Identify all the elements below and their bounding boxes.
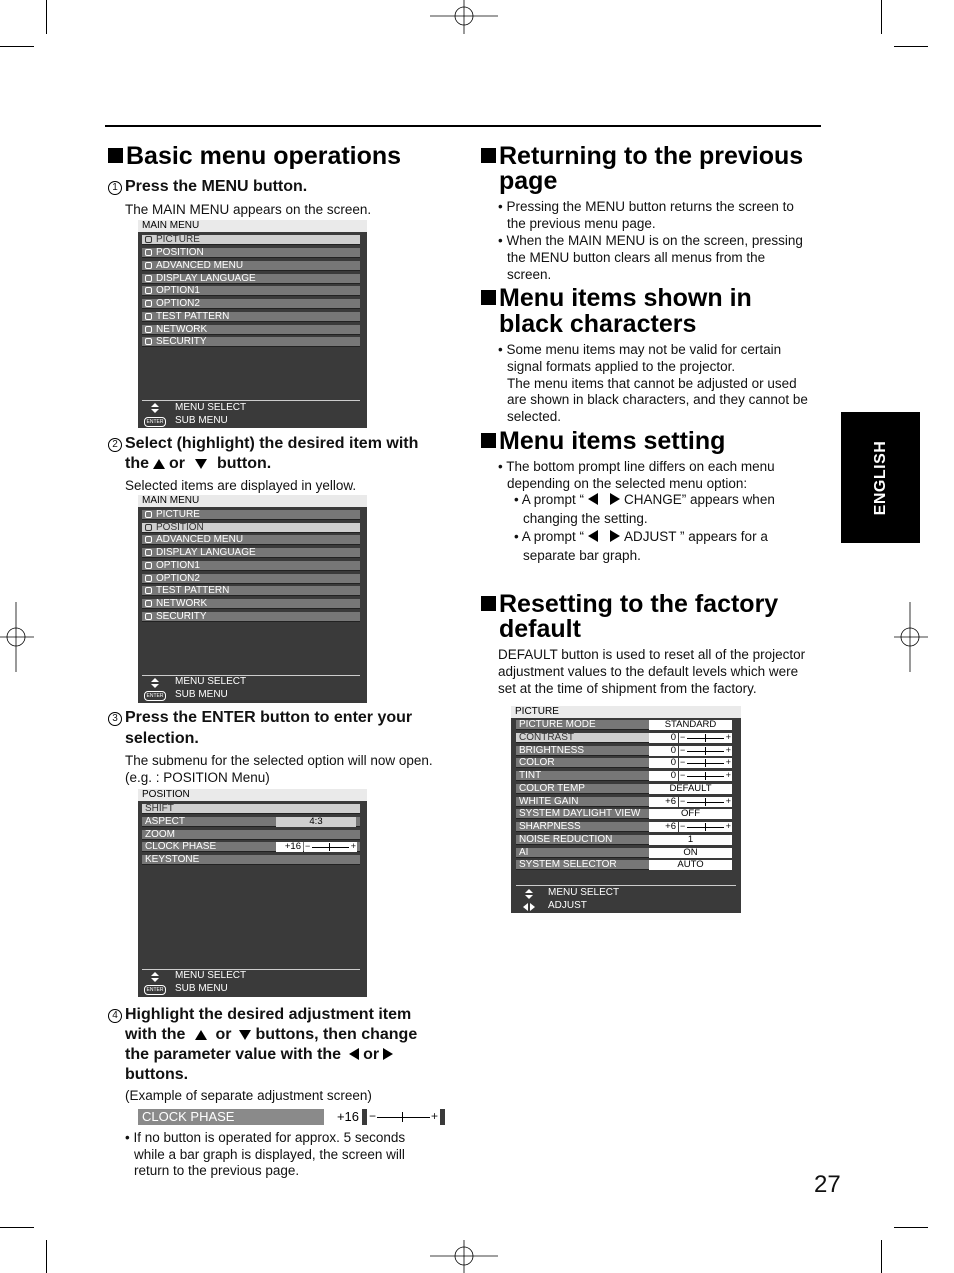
- bar-marker: [705, 823, 706, 831]
- clock-phase-value: +16: [276, 842, 303, 852]
- picture-row-white-gain: WHITE GAIN: [516, 797, 649, 807]
- heading-reset-line2: default: [499, 615, 581, 643]
- square-bullet-icon: [481, 596, 496, 611]
- picture-row-value: STANDARD: [649, 720, 732, 730]
- step2-title: 2 Select (highlight) the desired item with: [108, 434, 418, 454]
- step-number-icon: 2: [108, 438, 122, 452]
- bar-marker: [705, 772, 706, 780]
- enter-icon: ENTER: [144, 417, 166, 427]
- picture-row-value: DEFAULT: [649, 784, 732, 794]
- picture-row-system-daylight-view: SYSTEM DAYLIGHT VIEW: [516, 809, 649, 819]
- black-text-1: • Some menu items may not be valid for certain: [498, 342, 782, 357]
- side-tab-label: ENGLISH: [872, 440, 889, 516]
- language-side-tab: [841, 412, 920, 543]
- plus-icon: +: [725, 821, 731, 831]
- right-arrow-icon: [610, 530, 620, 542]
- advanced-menu-icon: [145, 536, 152, 543]
- step3-desc-example: (e.g. : POSITION Menu): [125, 770, 270, 785]
- setting-text-1: • The bottom prompt line differs on each menu: [498, 459, 775, 474]
- language-icon: [145, 275, 152, 282]
- registration-mark-top: [430, 0, 498, 34]
- footer-menu-select: MENU SELECT: [548, 887, 620, 898]
- heading-black-characters: Menu items shown in: [481, 285, 752, 311]
- footer-sub-menu: SUB MENU: [175, 983, 228, 994]
- picture-row-picture-mode: PICTURE MODE: [516, 720, 649, 730]
- picture-menu-screen: [511, 706, 741, 913]
- crop-mark: [0, 46, 34, 47]
- bar-marker: [705, 747, 706, 755]
- up-down-arrow-icon: [151, 972, 159, 982]
- heading-menu-setting: Menu items setting: [481, 428, 725, 454]
- menu-item-picture: PICTURE: [142, 235, 360, 245]
- main-menu-screen-1: [138, 220, 367, 428]
- up-arrow-icon: [153, 459, 165, 469]
- top-rule: [105, 125, 821, 127]
- option-icon: [145, 575, 152, 582]
- up-down-arrow-icon: [151, 403, 159, 413]
- bar-marker: [329, 843, 330, 851]
- note-line-2: while a bar graph is displayed, the screen will: [134, 1147, 405, 1162]
- clock-phase-adjust-bar: [138, 1109, 445, 1125]
- minus-icon: −: [680, 744, 686, 755]
- bar-marker: [705, 759, 706, 767]
- clock-phase-value: +16: [324, 1109, 362, 1125]
- picture-row-value: 0: [649, 771, 678, 781]
- picture-row-bar: [679, 733, 732, 743]
- reset-text-2: adjustment values to the default levels which were: [498, 664, 799, 679]
- black-text-3: The menu items that cannot be adjusted or used: [507, 376, 797, 391]
- registration-mark-right: [894, 602, 928, 672]
- reset-text-1: DEFAULT button is used to reset all of the projector: [498, 647, 806, 662]
- picture-row-bar: [679, 758, 732, 768]
- registration-mark-left: [0, 602, 34, 672]
- menu-item-clock-phase: CLOCK PHASE: [142, 842, 360, 852]
- crop-mark: [46, 1240, 47, 1273]
- slider-marker: [402, 1112, 403, 1122]
- prompt-change-2: changing the setting.: [523, 511, 648, 526]
- menu-item-position: POSITION: [142, 248, 360, 258]
- down-arrow-icon: [195, 459, 207, 469]
- picture-row-value: 0: [649, 758, 678, 768]
- step3-title-line2: selection.: [125, 730, 199, 747]
- picture-row-system-selector: SYSTEM SELECTOR: [516, 860, 649, 870]
- slider-track: [377, 1117, 430, 1118]
- step-text: Press the MENU button.: [125, 178, 308, 195]
- crop-mark: [0, 1227, 34, 1228]
- note-line-1: • If no button is operated for approx. 5 seconds: [125, 1130, 406, 1145]
- reset-text-3: set at the time of shipment from the factory.: [498, 681, 757, 696]
- picture-row-color: COLOR: [516, 758, 649, 768]
- advanced-menu-icon: [145, 262, 152, 269]
- picture-icon: [145, 236, 152, 243]
- clock-phase-label: CLOCK PHASE: [138, 1109, 324, 1125]
- step4-desc: (Example of separate adjustment screen): [125, 1088, 372, 1103]
- step3-title: 3 Press the ENTER button to enter your: [108, 708, 412, 728]
- heading-returning-line2: page: [499, 167, 558, 195]
- step-number-icon: 4: [108, 1009, 122, 1023]
- step1-desc: The MAIN MENU appears on the screen.: [125, 202, 372, 217]
- heading-returning: Returning to the previous: [481, 143, 803, 169]
- picture-row-color-temp: COLOR TEMP: [516, 784, 649, 794]
- return-bullet-2: • When the MAIN MENU is on the screen, pressing: [498, 233, 803, 248]
- footer-sub-menu: SUB MENU: [175, 415, 228, 426]
- network-icon: [145, 326, 152, 333]
- setting-text-2: depending on the selected menu option:: [507, 476, 748, 491]
- menu-item-advanced: ADVANCED MENU: [142, 261, 360, 271]
- position-icon: [145, 249, 152, 256]
- menu-title: MAIN MENU: [138, 220, 367, 232]
- step1-title: [108, 177, 307, 197]
- down-arrow-icon: [239, 1030, 251, 1040]
- picture-row-sharpness: SHARPNESS: [516, 822, 649, 832]
- enter-icon: ENTER: [144, 691, 166, 701]
- menu-item-picture: PICTURE: [142, 510, 360, 520]
- menu-item-option2: OPTION2: [142, 299, 360, 309]
- left-right-arrow-icon: [523, 903, 535, 911]
- menu-item-position: POSITION: [142, 523, 360, 533]
- black-text-4: are shown in black characters, and they cannot be: [507, 392, 808, 407]
- minus-icon: −: [305, 841, 311, 851]
- page-number: 27: [814, 1171, 841, 1198]
- step4-line4: buttons.: [125, 1066, 189, 1083]
- position-icon: [145, 524, 152, 531]
- picture-row-contrast: CONTRAST: [516, 733, 649, 743]
- bar-marker: [705, 734, 706, 742]
- heading-reset: Resetting to the factory: [481, 591, 778, 617]
- menu-item-keystone: KEYSTONE: [142, 855, 360, 865]
- menu-item-option2: OPTION2: [142, 574, 360, 584]
- footer-menu-select: MENU SELECT: [175, 970, 247, 981]
- minus-icon: −: [680, 731, 686, 742]
- option-icon: [145, 287, 152, 294]
- footer-menu-select: MENU SELECT: [175, 402, 247, 413]
- up-down-arrow-icon: [151, 678, 159, 688]
- step2-desc: Selected items are displayed in yellow.: [125, 478, 357, 493]
- menu-item-security: SECURITY: [142, 337, 360, 347]
- option-icon: [145, 562, 152, 569]
- language-icon: [145, 549, 152, 556]
- footer-adjust: ADJUST: [548, 900, 587, 911]
- aspect-value: 4:3: [276, 817, 356, 827]
- network-icon: [145, 600, 152, 607]
- picture-row-value: 0: [649, 746, 678, 756]
- picture-row-ai: AI: [516, 848, 649, 858]
- plus-icon: +: [725, 757, 731, 768]
- menu-item-test-pattern: TEST PATTERN: [142, 586, 360, 596]
- step-number-icon: 1: [108, 181, 122, 195]
- menu-title: POSITION: [138, 789, 367, 801]
- square-bullet-icon: [481, 290, 496, 305]
- minus-icon: −: [369, 1109, 377, 1123]
- prompt-adjust-2: separate bar graph.: [523, 548, 641, 563]
- square-bullet-icon: [481, 148, 496, 163]
- plus-icon: +: [725, 744, 731, 755]
- position-menu-screen: [138, 789, 367, 997]
- key-icon: [145, 338, 152, 345]
- minus-icon: −: [680, 821, 686, 831]
- step4-line3: the parameter value with the or: [125, 1045, 397, 1065]
- menu-item-security: SECURITY: [142, 612, 360, 622]
- plus-icon: +: [350, 841, 356, 851]
- up-down-arrow-icon: [525, 889, 533, 899]
- picture-icon: [145, 511, 152, 518]
- crop-mark: [881, 0, 882, 34]
- minus-icon: −: [680, 795, 686, 806]
- menu-item-network: NETWORK: [142, 325, 360, 335]
- menu-footer-rule: [516, 885, 736, 886]
- minus-icon: −: [680, 770, 686, 780]
- picture-row-bar: [679, 746, 732, 756]
- left-arrow-icon: [588, 530, 598, 542]
- left-arrow-icon: [349, 1048, 359, 1060]
- plus-icon: +: [725, 770, 731, 780]
- up-arrow-icon: [195, 1030, 207, 1040]
- menu-item-aspect: ASPECT: [142, 817, 360, 827]
- menu-item-network: NETWORK: [142, 599, 360, 609]
- minus-icon: −: [680, 757, 686, 768]
- menu-item-language: DISPLAY LANGUAGE: [142, 548, 360, 558]
- picture-row-value: OFF: [649, 809, 732, 819]
- menu-footer-rule: [142, 400, 360, 401]
- picture-row-bar: [679, 771, 732, 781]
- picture-row-value: +6: [649, 797, 678, 807]
- left-arrow-icon: [588, 493, 598, 505]
- crop-mark: [46, 0, 47, 34]
- picture-row-value: 1: [649, 835, 732, 845]
- test-pattern-icon: [145, 587, 152, 594]
- test-pattern-icon: [145, 313, 152, 320]
- menu-item-test-pattern: TEST PATTERN: [142, 312, 360, 322]
- plus-icon: +: [430, 1109, 438, 1123]
- heading-text: Basic menu operations: [126, 142, 402, 170]
- menu-item-zoom: ZOOM: [142, 830, 360, 840]
- heading-black-line2: black characters: [499, 310, 697, 338]
- menu-item-option1: OPTION1: [142, 286, 360, 296]
- bar-marker: [705, 798, 706, 806]
- option-icon: [145, 300, 152, 307]
- main-menu-screen-2: [138, 495, 367, 703]
- registration-mark-bottom: [430, 1240, 498, 1273]
- picture-row-value: +6: [649, 822, 678, 832]
- clock-phase-bar: [304, 842, 357, 852]
- footer-menu-select: MENU SELECT: [175, 676, 247, 687]
- footer-sub-menu: SUB MENU: [175, 689, 228, 700]
- return-bullet-1b: the previous menu page.: [507, 216, 656, 231]
- menu-title: PICTURE: [511, 706, 741, 718]
- plus-icon: +: [725, 731, 731, 742]
- return-bullet-2b: the MENU button clears all menus from the: [507, 250, 766, 265]
- picture-row-noise-reduction: NOISE REDUCTION: [516, 835, 649, 845]
- black-text-5: selected.: [507, 409, 562, 424]
- plus-icon: +: [725, 795, 731, 806]
- menu-title: MAIN MENU: [138, 495, 367, 507]
- return-bullet-2c: screen.: [507, 267, 552, 282]
- prompt-change: • A prompt “ CHANGE” appears when: [514, 492, 775, 507]
- crop-mark: [881, 1240, 882, 1273]
- picture-row-value: ON: [649, 848, 732, 858]
- menu-item-advanced: ADVANCED MENU: [142, 535, 360, 545]
- step4-title: 4 Highlight the desired adjustment item: [108, 1005, 411, 1025]
- picture-row-bar: [679, 822, 732, 832]
- right-arrow-icon: [383, 1048, 393, 1060]
- note-line-3: return to the previous page.: [134, 1163, 300, 1178]
- crop-mark: [894, 46, 928, 47]
- picture-row-bar: [679, 797, 732, 807]
- right-arrow-icon: [610, 493, 620, 505]
- square-bullet-icon: [108, 148, 123, 163]
- picture-row-tint: TINT: [516, 771, 649, 781]
- black-text-2: signal formats applied to the projector.: [507, 359, 736, 374]
- enter-icon: ENTER: [144, 985, 166, 995]
- key-icon: [145, 613, 152, 620]
- menu-item-language: DISPLAY LANGUAGE: [142, 274, 360, 284]
- picture-row-brightness: BRIGHTNESS: [516, 746, 649, 756]
- menu-item-shift: SHIFT: [142, 804, 360, 814]
- step4-line2: with the or buttons, then change: [125, 1026, 418, 1043]
- picture-row-value: 0: [649, 733, 678, 743]
- crop-mark: [894, 1227, 928, 1228]
- clock-phase-slider: [367, 1109, 440, 1125]
- step2-title-line2: the or button.: [125, 455, 272, 472]
- menu-item-option1: OPTION1: [142, 561, 360, 571]
- square-bullet-icon: [481, 433, 496, 448]
- step3-desc: The submenu for the selected option will now open.: [125, 753, 433, 768]
- return-bullet-1: • Pressing the MENU button returns the screen to: [498, 199, 794, 214]
- picture-row-value: AUTO: [649, 860, 732, 870]
- heading-basic-menu: [108, 143, 401, 169]
- step-number-icon: 3: [108, 712, 122, 726]
- prompt-adjust: • A prompt “ ADJUST ” appears for a: [514, 529, 768, 544]
